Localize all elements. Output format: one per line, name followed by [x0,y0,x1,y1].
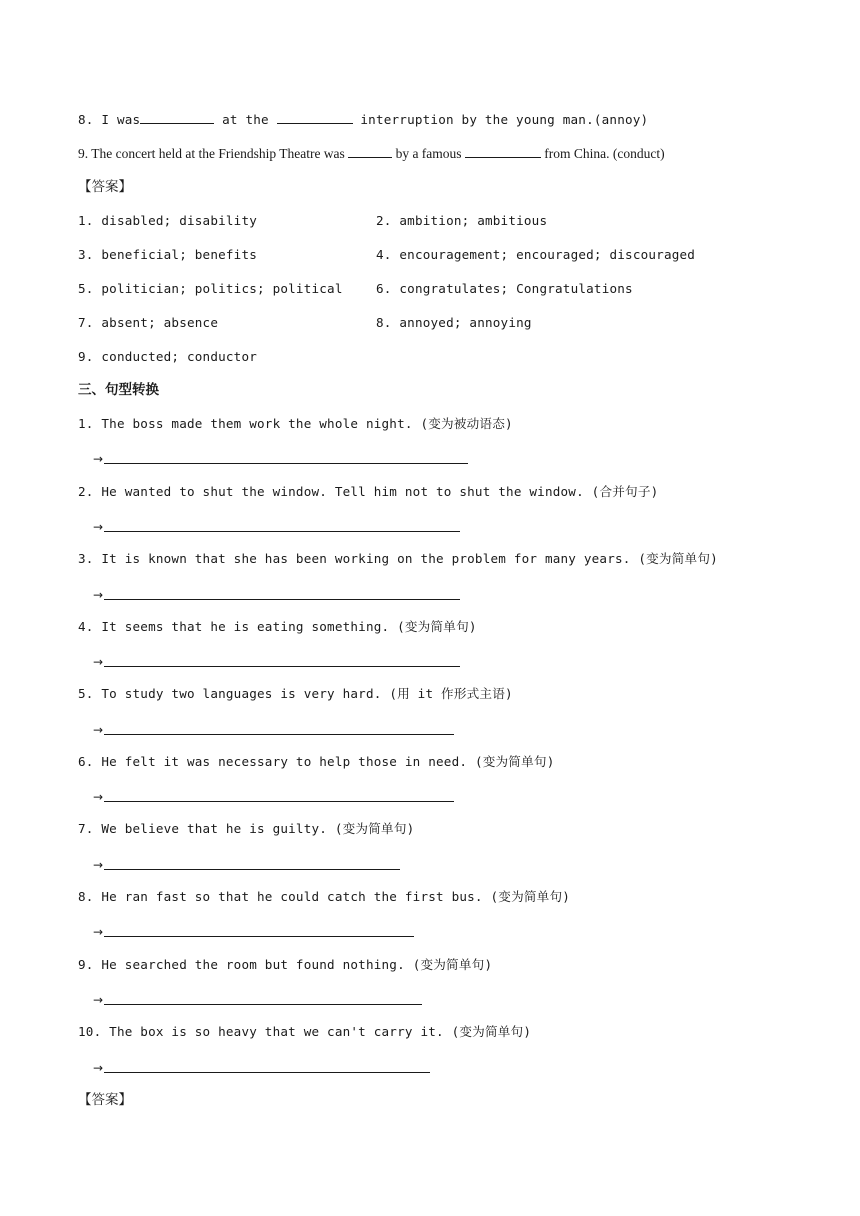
item-text: He felt it was necessary to help those in need. [101,754,468,769]
transform-item [78,888,570,906]
transform-item [78,685,513,703]
answer-number: 2. [376,213,392,228]
transform-item [78,483,658,501]
answer-item [78,314,218,332]
arrow-icon: → [93,655,104,669]
transform-item [78,415,513,433]
item-text: He wanted to shut the window. Tell him not to shut the window. [101,484,584,499]
answer-row [93,719,454,737]
answer-text: politician; politics; political [101,281,343,296]
answer-row [93,516,460,534]
item-hint: (变为被动语态) [420,416,513,431]
blank-line[interactable] [140,111,214,124]
answer-blank[interactable] [104,936,414,937]
answer-blank[interactable] [104,531,460,532]
blank-line[interactable] [465,145,541,158]
item-text: The box is so heavy that we can't carry it. [109,1024,444,1039]
answer-item [78,246,257,264]
item-number: 2. [78,484,94,499]
answer-blank[interactable] [104,869,400,870]
item-text: I was [101,112,141,127]
transform-item [78,956,492,974]
answer-row [93,854,400,872]
answer-item [78,280,343,298]
item-number: 8. [78,889,94,904]
item-text: We believe that he is guilty. [101,821,328,836]
arrow-icon: → [93,925,104,939]
answer-row [93,651,460,669]
item-text: He ran fast so that he could catch the first bus. [101,889,483,904]
fill-item-9 [78,145,665,163]
answer-blank[interactable] [104,801,454,802]
answer-text: ambition; ambitious [399,213,548,228]
answer-text: encouragement; encouraged; discouraged [399,247,696,262]
item-text: from China. (conduct) [544,146,665,161]
item-hint: (变为简单句) [451,1024,532,1039]
item-text: To study two languages is very hard. [101,686,382,701]
item-number: 10. [78,1024,102,1039]
item-hint: (变为简单句) [474,754,555,769]
answer-blank[interactable] [104,1004,422,1005]
answer-number: 6. [376,281,392,296]
answer-text: beneficial; benefits [101,247,258,262]
item-text: at the [222,112,269,127]
item-number: 1. [78,416,94,431]
answer-item [78,212,257,230]
item-number: 3. [78,551,94,566]
answer-number: 9. [78,349,94,364]
answer-row [93,448,468,466]
item-text: The concert held at the Friendship Theatre was [91,146,345,161]
answer-text: annoyed; annoying [399,315,532,330]
arrow-icon: → [93,520,104,534]
section-title: 三、句型转换 [78,382,159,398]
transform-item [78,618,477,636]
blank-line[interactable] [277,111,353,124]
answer-row [93,921,414,939]
answer-number: 5. [78,281,94,296]
item-number: 8. [78,112,94,127]
answer-row [93,989,422,1007]
answer-blank[interactable] [104,734,454,735]
item-number: 6. [78,754,94,769]
answer-item [376,212,547,230]
fill-item-8 [78,111,648,129]
answer-row [93,584,460,602]
item-number: 4. [78,619,94,634]
item-hint: (变为简单句) [412,957,493,972]
item-text: It seems that he is eating something. [101,619,390,634]
transform-item [78,753,554,771]
answer-text: conducted; conductor [101,349,258,364]
item-number: 9. [78,146,89,161]
item-hint: (变为简单句) [397,619,477,634]
item-hint: (变为简单句) [334,821,415,836]
arrow-icon: → [93,790,104,804]
item-hint: (合并句子) [591,484,659,499]
answer-number: 8. [376,315,392,330]
item-text: interruption by the young man.(annoy) [360,112,649,127]
item-text: by a famous [395,146,462,161]
item-number: 5. [78,686,94,701]
item-text: The boss made them work the whole night. [101,416,413,431]
answer-blank[interactable] [104,463,468,464]
arrow-icon: → [93,452,104,466]
answer-number: 7. [78,315,94,330]
blank-line[interactable] [348,145,392,158]
transform-item [78,820,414,838]
answer-row [93,786,454,804]
answer-row [93,1057,430,1075]
answer-text: disabled; disability [101,213,258,228]
answer-text: absent; absence [101,315,219,330]
item-hint: (变为简单句) [638,551,718,566]
answer-item [376,280,633,298]
item-number: 9. [78,957,94,972]
answer-header: 【答案】 [78,179,132,195]
arrow-icon: → [93,1061,104,1075]
transform-item [78,550,718,568]
answer-number: 3. [78,247,94,262]
arrow-icon: → [93,858,104,872]
item-number: 7. [78,821,94,836]
arrow-icon: → [93,993,104,1007]
answer-item [376,314,532,332]
item-text: He searched the room but found nothing. [101,957,405,972]
answer-text: congratulates; Congratulations [399,281,633,296]
arrow-icon: → [93,723,104,737]
answer-item [78,348,257,366]
answer-number: 4. [376,247,392,262]
answer-number: 1. [78,213,94,228]
answer-blank[interactable] [104,599,460,600]
answer-blank[interactable] [104,666,460,667]
answer-item [376,246,695,264]
item-text: It is known that she has been working on the problem for many years. [101,551,631,566]
item-hint: (用 it 作形式主语) [389,686,513,701]
answer-header: 【答案】 [78,1092,132,1108]
transform-item [78,1023,531,1041]
arrow-icon: → [93,588,104,602]
item-hint: (变为简单句) [490,889,571,904]
answer-blank[interactable] [104,1072,430,1073]
